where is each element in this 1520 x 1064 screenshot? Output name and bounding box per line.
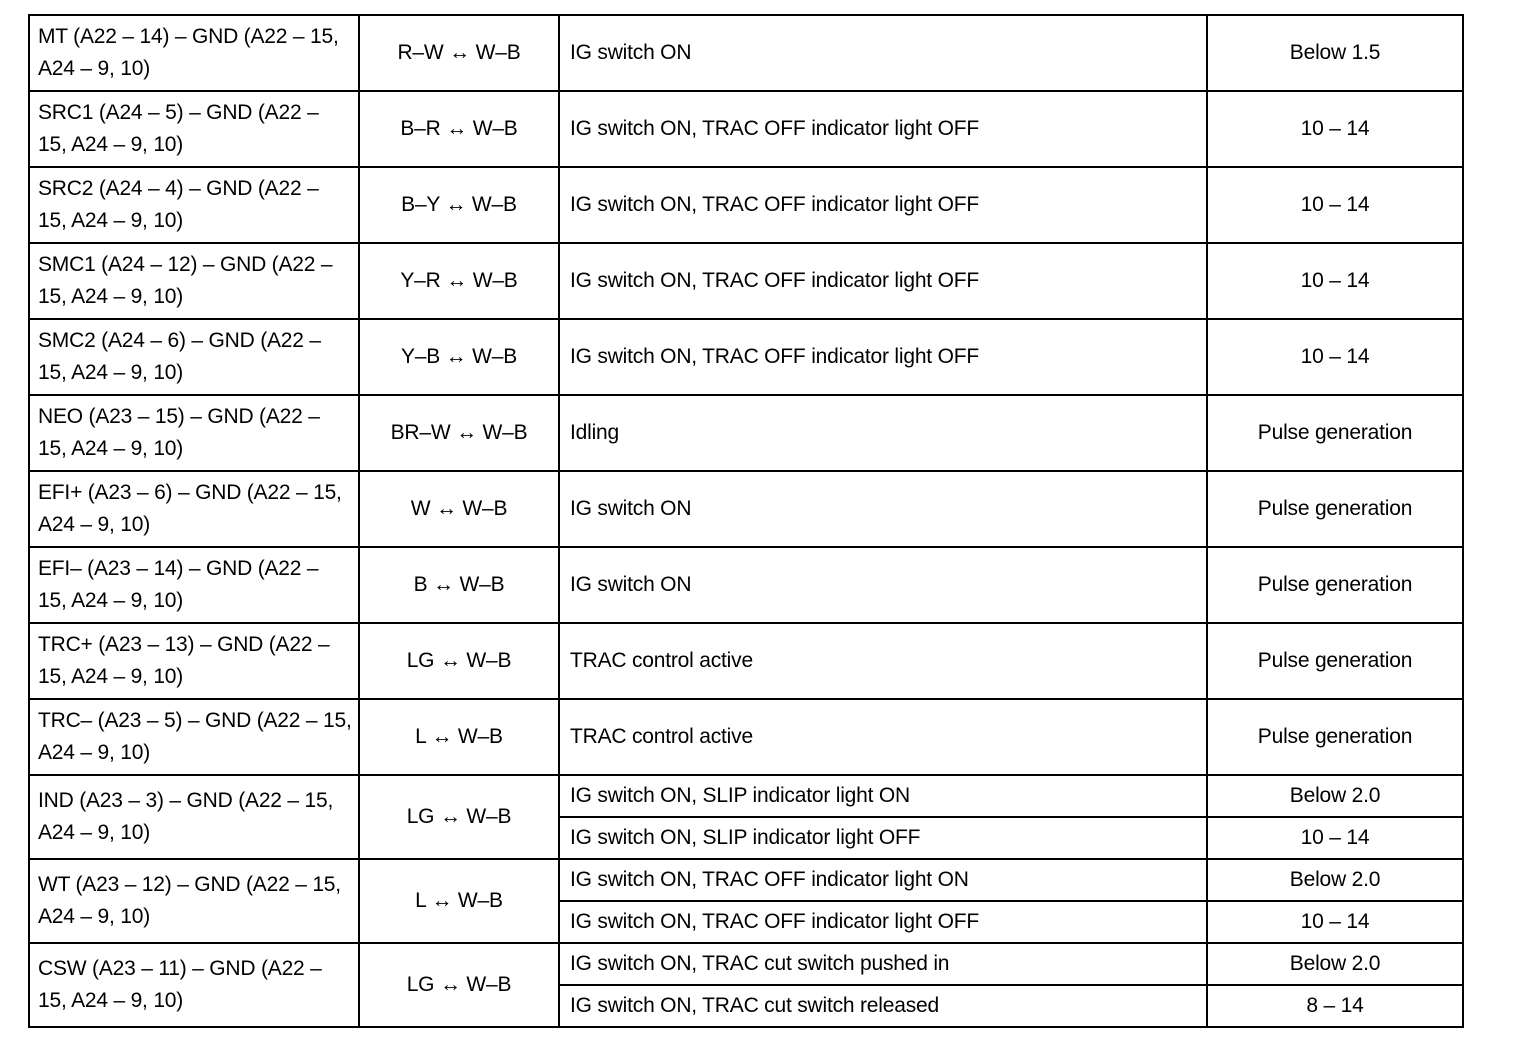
- specified-condition-cell: 10 – 14: [1207, 319, 1463, 395]
- table-row: [29, 395, 1463, 471]
- wire-color-cell: BR–W ↔ W–B: [359, 395, 559, 471]
- wire-color-cell: LG ↔ W–B: [359, 775, 559, 859]
- wire-color-cell: W ↔ W–B: [359, 471, 559, 547]
- wire-color-cell: Y–B ↔ W–B: [359, 319, 559, 395]
- condition-cell: IG switch ON: [559, 471, 1207, 547]
- table-row: [29, 243, 1463, 319]
- wire-color-cell: Y–R ↔ W–B: [359, 243, 559, 319]
- table-row: [29, 547, 1463, 623]
- condition-cell: IG switch ON: [559, 15, 1207, 91]
- specified-condition-cell: Pulse generation: [1207, 623, 1463, 699]
- condition-cell: TRAC control active: [559, 699, 1207, 775]
- terminal-spec-table: [28, 14, 1464, 1028]
- table-row: [29, 167, 1463, 243]
- wire-color-cell: B–R ↔ W–B: [359, 91, 559, 167]
- specified-condition-cell: Pulse generation: [1207, 699, 1463, 775]
- condition-cell: IG switch ON, TRAC cut switch pushed in: [559, 943, 1207, 985]
- table-row: [29, 623, 1463, 699]
- terminal-spec-body: [29, 15, 1463, 1027]
- condition-cell: IG switch ON, TRAC OFF indicator light OFF: [559, 901, 1207, 943]
- condition-cell: IG switch ON, TRAC OFF indicator light OFF: [559, 243, 1207, 319]
- specified-condition-cell: 10 – 14: [1207, 901, 1463, 943]
- terminal-cell: SRC1 (A24 – 5) – GND (A22 – 15, A24 – 9, 10): [29, 91, 359, 167]
- terminal-cell: IND (A23 – 3) – GND (A22 – 15, A24 – 9, 10): [29, 775, 359, 859]
- terminal-cell: EFI+ (A23 – 6) – GND (A22 – 15, A24 – 9, 10): [29, 471, 359, 547]
- table-row: [29, 471, 1463, 547]
- terminal-cell: EFI– (A23 – 14) – GND (A22 – 15, A24 – 9, 10): [29, 547, 359, 623]
- wire-color-cell: B ↔ W–B: [359, 547, 559, 623]
- terminal-cell: TRC+ (A23 – 13) – GND (A22 – 15, A24 – 9, 10): [29, 623, 359, 699]
- specified-condition-cell: Below 2.0: [1207, 775, 1463, 817]
- condition-cell: IG switch ON, TRAC cut switch released: [559, 985, 1207, 1027]
- wire-color-cell: L ↔ W–B: [359, 699, 559, 775]
- specified-condition-cell: Below 2.0: [1207, 859, 1463, 901]
- terminal-cell: MT (A22 – 14) – GND (A22 – 15, A24 – 9, 10): [29, 15, 359, 91]
- specified-condition-cell: 8 – 14: [1207, 985, 1463, 1027]
- specified-condition-cell: 10 – 14: [1207, 91, 1463, 167]
- terminal-cell: SRC2 (A24 – 4) – GND (A22 – 15, A24 – 9, 10): [29, 167, 359, 243]
- terminal-cell: NEO (A23 – 15) – GND (A22 – 15, A24 – 9, 10): [29, 395, 359, 471]
- table-row: [29, 943, 1463, 985]
- wire-color-cell: LG ↔ W–B: [359, 943, 559, 1027]
- condition-cell: IG switch ON, TRAC OFF indicator light OFF: [559, 167, 1207, 243]
- specified-condition-cell: Below 2.0: [1207, 943, 1463, 985]
- condition-cell: IG switch ON, TRAC OFF indicator light OFF: [559, 91, 1207, 167]
- condition-cell: IG switch ON: [559, 547, 1207, 623]
- specified-condition-cell: 10 – 14: [1207, 243, 1463, 319]
- table-row: [29, 15, 1463, 91]
- terminal-cell: TRC– (A23 – 5) – GND (A22 – 15, A24 – 9, 10): [29, 699, 359, 775]
- wire-color-cell: R–W ↔ W–B: [359, 15, 559, 91]
- terminal-cell: CSW (A23 – 11) – GND (A22 – 15, A24 – 9, 10): [29, 943, 359, 1027]
- table-row: [29, 319, 1463, 395]
- terminal-cell: WT (A23 – 12) – GND (A22 – 15, A24 – 9, 10): [29, 859, 359, 943]
- condition-cell: IG switch ON, TRAC OFF indicator light ON: [559, 859, 1207, 901]
- table-row: [29, 859, 1463, 901]
- condition-cell: Idling: [559, 395, 1207, 471]
- specified-condition-cell: Pulse generation: [1207, 547, 1463, 623]
- specified-condition-cell: 10 – 14: [1207, 817, 1463, 859]
- specified-condition-cell: Pulse generation: [1207, 395, 1463, 471]
- terminal-cell: SMC2 (A24 – 6) – GND (A22 – 15, A24 – 9, 10): [29, 319, 359, 395]
- table-row: [29, 91, 1463, 167]
- condition-cell: IG switch ON, TRAC OFF indicator light OFF: [559, 319, 1207, 395]
- specified-condition-cell: Below 1.5: [1207, 15, 1463, 91]
- table-row: [29, 699, 1463, 775]
- wire-color-cell: L ↔ W–B: [359, 859, 559, 943]
- condition-cell: IG switch ON, SLIP indicator light OFF: [559, 817, 1207, 859]
- specified-condition-cell: 10 – 14: [1207, 167, 1463, 243]
- specified-condition-cell: Pulse generation: [1207, 471, 1463, 547]
- wire-color-cell: B–Y ↔ W–B: [359, 167, 559, 243]
- table-row: [29, 775, 1463, 817]
- terminal-cell: SMC1 (A24 – 12) – GND (A22 – 15, A24 – 9, 10): [29, 243, 359, 319]
- condition-cell: IG switch ON, SLIP indicator light ON: [559, 775, 1207, 817]
- wire-color-cell: LG ↔ W–B: [359, 623, 559, 699]
- condition-cell: TRAC control active: [559, 623, 1207, 699]
